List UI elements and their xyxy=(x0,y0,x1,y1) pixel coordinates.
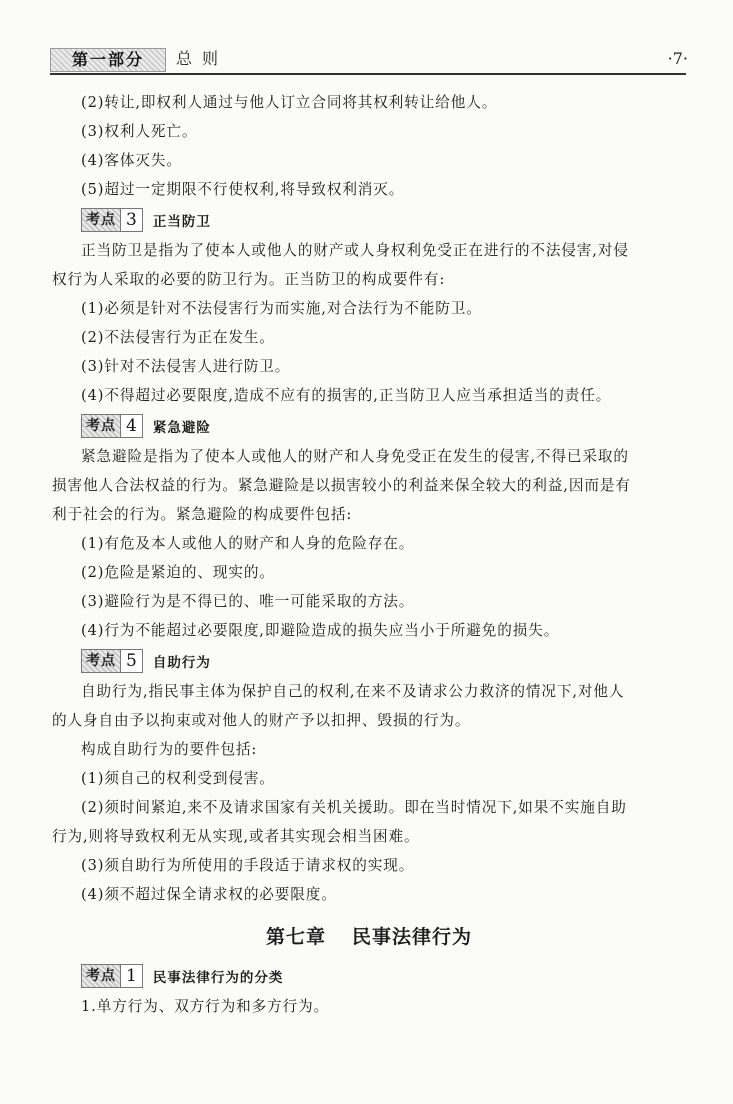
kaodian-heading-4 xyxy=(52,411,686,441)
list-item: (4)客体灭失。 xyxy=(81,152,182,169)
kaodian-badge xyxy=(81,649,143,673)
kaodian-heading-3 xyxy=(52,205,686,235)
chapter-number: 第七章 xyxy=(265,926,326,948)
section-label: 总则 xyxy=(176,49,229,68)
paragraph-line: 损害他人合法权益的行为。紧急避险是以损害较小的利益来保全较大的利益,因而是有 xyxy=(52,477,631,494)
paragraph-line: 的人身自由予以拘束或对他人的财产予以扣押、毁损的行为。 xyxy=(52,712,471,729)
part-label: 第一部分 xyxy=(50,48,166,72)
list-item: (3)针对不法侵害人进行防卫。 xyxy=(81,358,291,375)
kaodian-number: 5 xyxy=(120,650,142,672)
list-item: (1)必须是针对不法侵害行为而实施,对合法行为不能防卫。 xyxy=(81,300,482,317)
kaodian-badge xyxy=(81,964,143,988)
kaodian-heading-1 xyxy=(52,961,686,991)
kaodian-number: 4 xyxy=(120,415,142,437)
paragraph-line: 利于社会的行为。紧急避险的构成要件包括: xyxy=(52,506,353,523)
page-body xyxy=(52,88,686,1021)
list-item: (4)行为不能超过必要限度,即避险造成的损失应当小于所避免的损失。 xyxy=(81,622,560,639)
kaodian-title: 自助行为 xyxy=(152,655,211,671)
list-item: (2)危险是紧迫的、现实的。 xyxy=(81,564,275,581)
paragraph-line: 构成自助行为的要件包括: xyxy=(81,741,258,758)
header-rule xyxy=(50,73,686,75)
kaodian-label: 考点 xyxy=(82,650,120,672)
kaodian-heading-5 xyxy=(52,646,686,676)
list-item: (1)须自己的权利受到侵害。 xyxy=(81,770,275,787)
running-header xyxy=(50,46,690,72)
list-item: (4)须不超过保全请求权的必要限度。 xyxy=(81,886,337,903)
list-item: (2)转让,即权利人通过与他人订立合同将其权利转让给他人。 xyxy=(81,94,498,111)
kaodian-title: 紧急避险 xyxy=(152,420,211,436)
paragraph-line: 正当防卫是指为了使本人或他人的财产或人身权利免受正在进行的不法侵害,对侵 xyxy=(81,242,629,259)
list-item: (1)有危及本人或他人的财产和人身的危险存在。 xyxy=(81,535,415,552)
kaodian-badge xyxy=(81,414,143,438)
kaodian-label: 考点 xyxy=(82,965,120,987)
chapter-heading xyxy=(52,915,686,959)
kaodian-title: 正当防卫 xyxy=(152,214,211,230)
paragraph-line: 权行为人采取的必要的防卫行为。正当防卫的构成要件有: xyxy=(52,271,446,288)
paragraph-line: 自助行为,指民事主体为保护自己的权利,在来不及请求公力救济的情况下,对他人 xyxy=(81,683,625,700)
paragraph-line: 1.单方行为、双方行为和多方行为。 xyxy=(81,998,330,1015)
list-item: (2)不法侵害行为正在发生。 xyxy=(81,329,275,346)
kaodian-badge xyxy=(81,208,143,232)
kaodian-label: 考点 xyxy=(82,415,120,437)
kaodian-label: 考点 xyxy=(82,209,120,231)
kaodian-number: 1 xyxy=(120,965,142,987)
page-number: ·7· xyxy=(667,49,688,68)
kaodian-number: 3 xyxy=(120,209,142,231)
list-item: (5)超过一定期限不行使权利,将导致权利消灭。 xyxy=(81,181,405,198)
list-item: (2)须时间紧迫,来不及请求国家有关机关援助。即在当时情况下,如果不实施自助 xyxy=(81,799,627,816)
paragraph-line: 紧急避险是指为了使本人或他人的财产和人身免受正在发生的侵害,不得已采取的 xyxy=(81,448,629,465)
list-item-continuation: 行为,则将导致权利无从实现,或者其实现会相当困难。 xyxy=(52,828,420,845)
chapter-title: 民事法律行为 xyxy=(352,926,473,948)
kaodian-title: 民事法律行为的分类 xyxy=(152,970,284,986)
list-item: (3)避险行为是不得已的、唯一可能采取的方法。 xyxy=(81,593,415,610)
list-item: (3)须自助行为所使用的手段适于请求权的实现。 xyxy=(81,857,415,874)
list-item: (4)不得超过必要限度,造成不应有的损害的,正当防卫人应当承担适当的责任。 xyxy=(81,387,612,404)
list-item: (3)权利人死亡。 xyxy=(81,123,198,140)
